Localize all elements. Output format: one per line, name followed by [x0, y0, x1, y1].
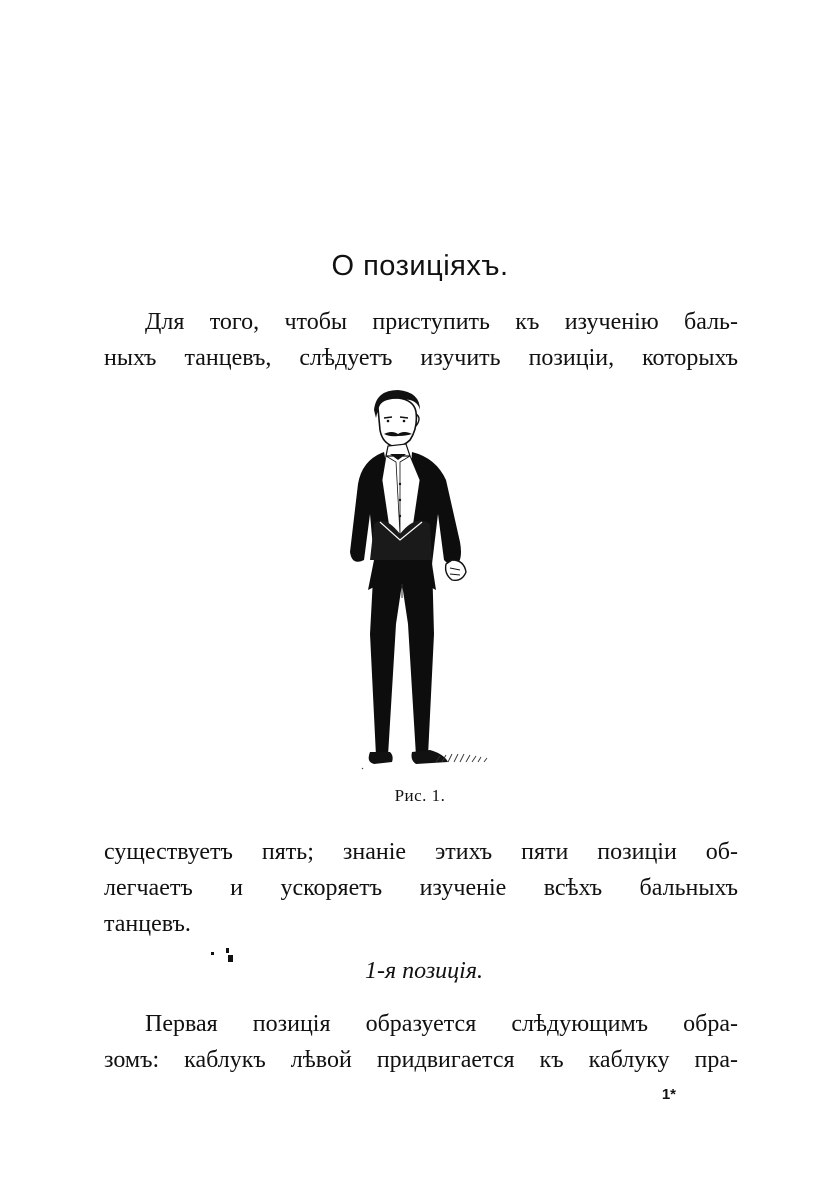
text-line: легчаетъ и ускоряетъ изученіе всѣхъ бальныхъ — [104, 875, 738, 901]
gentleman-in-tailcoat-illustration — [340, 384, 500, 774]
text-line: Первая позиція образуется слѣдующимъ обра- — [145, 1011, 738, 1037]
text-line: Для того, чтобы приступить къ изученію баль- — [145, 309, 738, 335]
paragraph-intro — [104, 304, 738, 376]
paragraph-first-position — [104, 1006, 738, 1078]
signature-mark: 1* — [661, 1086, 676, 1103]
section-heading: О позиціяхъ. — [331, 250, 509, 282]
figure-caption: Рис. 1. — [394, 786, 446, 805]
subsection-heading: 1-я позиція. — [364, 958, 484, 984]
text-line: существуетъ пять; знаніе этихъ пяти позиціи об- — [104, 839, 738, 865]
text-line: ныхъ танцевъ, слѣдуетъ изучить позиціи, которыхъ — [104, 345, 738, 371]
text-line: зомъ: каблукъ лѣвой придвигается къ каблуку пра- — [104, 1047, 738, 1073]
text-line: танцевъ. — [104, 911, 191, 937]
paragraph-positions — [104, 834, 738, 942]
